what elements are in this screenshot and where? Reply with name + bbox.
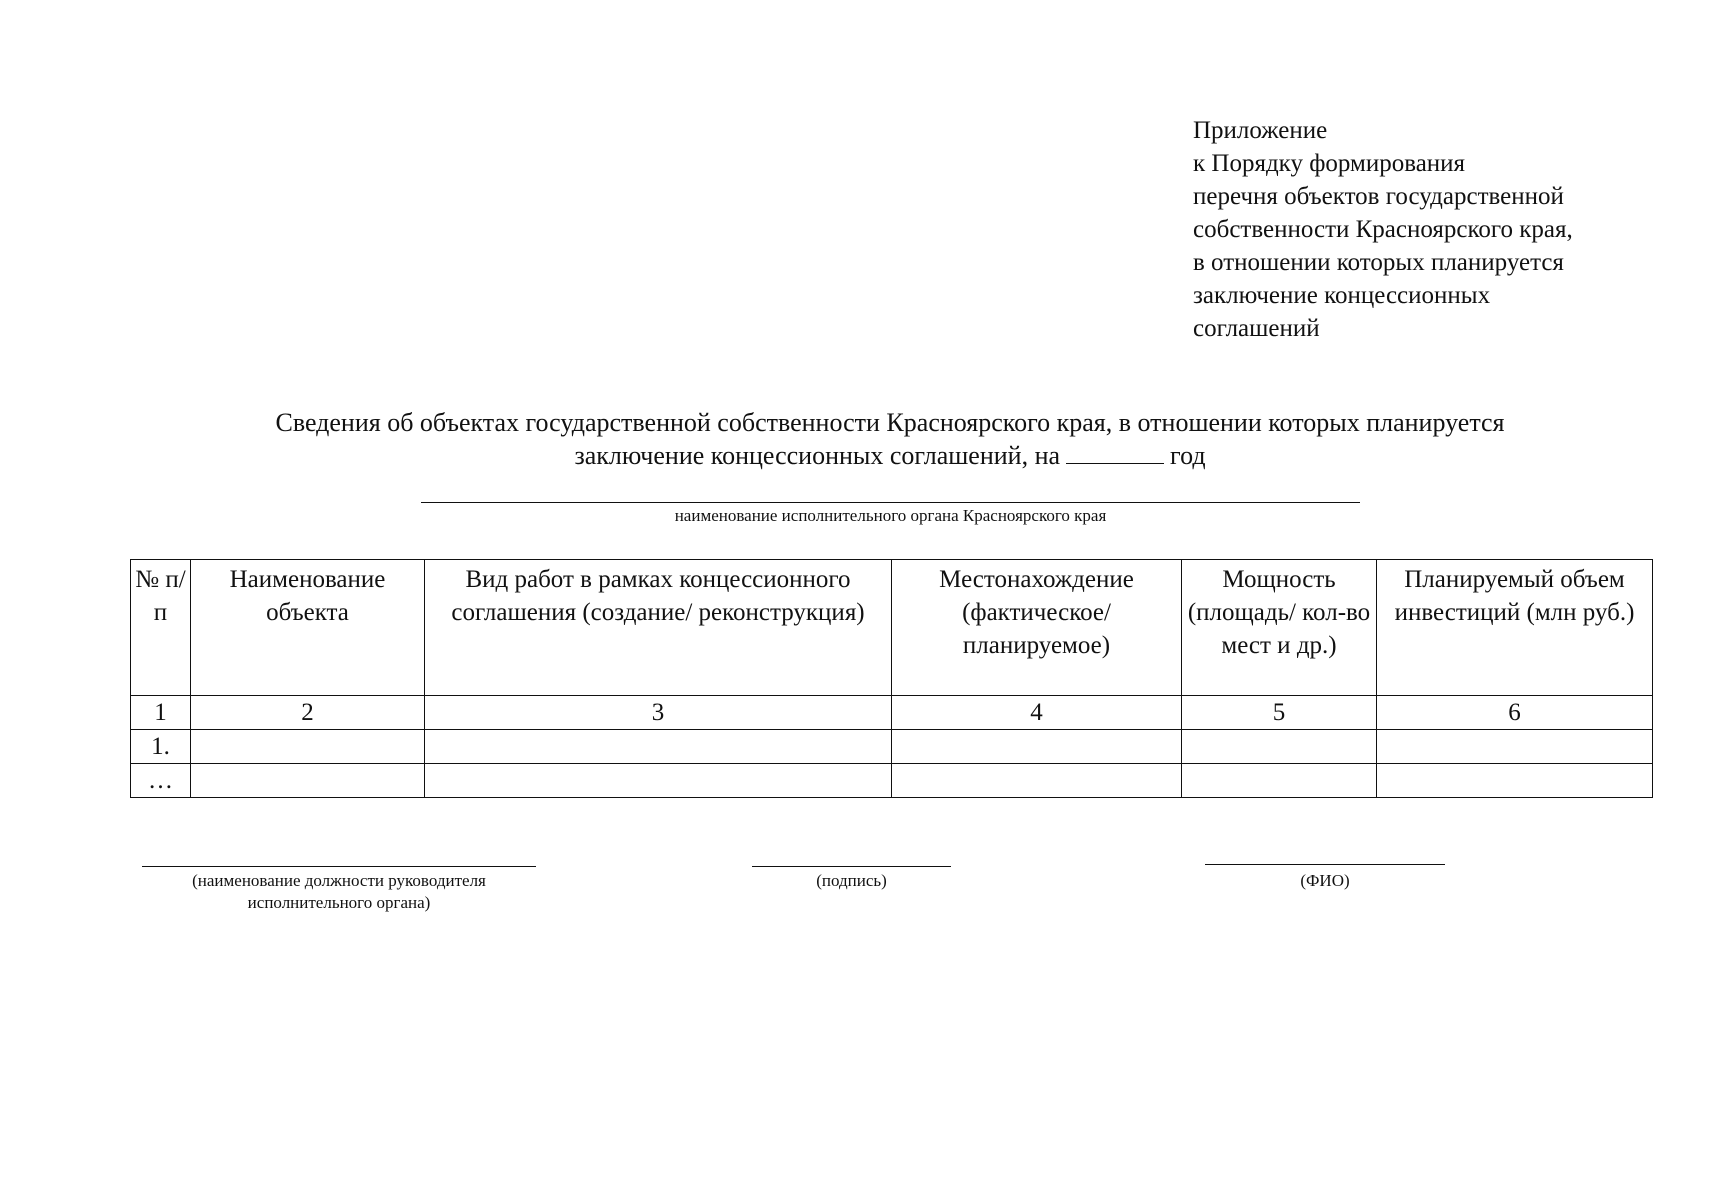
appendix-line: соглашений bbox=[1193, 315, 1320, 342]
table-row bbox=[131, 730, 1653, 764]
appendix-line: перечня объектов государственной bbox=[1193, 183, 1564, 210]
appendix-line: Приложение bbox=[1193, 117, 1328, 144]
table-cell[interactable] bbox=[892, 764, 1182, 798]
title-line-2 bbox=[150, 439, 1630, 472]
appendix-line: заключение концессионных bbox=[1193, 282, 1491, 309]
table-header-row bbox=[131, 560, 1653, 696]
column-number: 1 bbox=[131, 696, 191, 730]
objects-table bbox=[130, 559, 1653, 798]
full-name-caption: (ФИО) bbox=[1300, 871, 1350, 890]
row-number-cell: 1. bbox=[131, 730, 191, 764]
header-cell-number: № п/п bbox=[131, 560, 191, 696]
table-row bbox=[131, 764, 1653, 798]
org-name-blank-line[interactable] bbox=[421, 502, 1360, 503]
appendix-line: собственности Красноярского края, bbox=[1193, 216, 1573, 243]
table-cell[interactable] bbox=[191, 764, 425, 798]
header-cell-location: Местонахождение (фактическое/ планируемое) bbox=[892, 560, 1182, 696]
position-signature-line[interactable] bbox=[142, 866, 536, 867]
table-cell[interactable] bbox=[1182, 764, 1377, 798]
column-number: 2 bbox=[191, 696, 425, 730]
header-cell-object-name: Наименование объекта bbox=[191, 560, 425, 696]
column-number: 5 bbox=[1182, 696, 1377, 730]
header-cell-work-type: Вид работ в рамках концессионного соглашения (создание/ реконструкция) bbox=[425, 560, 892, 696]
appendix-line: к Порядку формирования bbox=[1193, 150, 1466, 177]
signature-line[interactable] bbox=[752, 866, 951, 867]
column-number: 6 bbox=[1377, 696, 1653, 730]
table-cell[interactable] bbox=[1377, 730, 1653, 764]
column-number: 3 bbox=[425, 696, 892, 730]
position-caption-line-2: исполнительного органа) bbox=[247, 893, 431, 912]
table-cell[interactable] bbox=[892, 730, 1182, 764]
header-cell-investment: Планируемый объем инвестиций (млн руб.) bbox=[1377, 560, 1653, 696]
header-cell-capacity: Мощность (площадь/ кол-во мест и др.) bbox=[1182, 560, 1377, 696]
title-year-word: год bbox=[1170, 441, 1206, 470]
table-cell[interactable] bbox=[425, 764, 892, 798]
column-numbers-row bbox=[131, 696, 1653, 730]
appendix-line: в отношении которых планируется bbox=[1193, 249, 1564, 276]
title-line-1: Сведения об объектах государственной собственности Красноярского края, в отношении которых планируется bbox=[275, 408, 1505, 437]
title-line-2-text: заключение концессионных соглашений, на bbox=[574, 441, 1061, 470]
signature-caption: (подпись) bbox=[816, 871, 887, 890]
position-caption bbox=[142, 870, 536, 914]
appendix-block bbox=[1193, 114, 1663, 345]
position-caption-line-1: (наименование должности руководителя bbox=[192, 871, 486, 890]
row-number-cell: … bbox=[131, 764, 191, 798]
table-cell[interactable] bbox=[1182, 730, 1377, 764]
document-title bbox=[150, 406, 1630, 472]
year-blank-field[interactable] bbox=[1066, 441, 1164, 464]
column-number: 4 bbox=[892, 696, 1182, 730]
table-cell[interactable] bbox=[191, 730, 425, 764]
full-name-line[interactable] bbox=[1205, 864, 1445, 865]
org-name-caption: наименование исполнительного органа Красноярского края bbox=[674, 506, 1107, 525]
table-cell[interactable] bbox=[425, 730, 892, 764]
table-cell[interactable] bbox=[1377, 764, 1653, 798]
